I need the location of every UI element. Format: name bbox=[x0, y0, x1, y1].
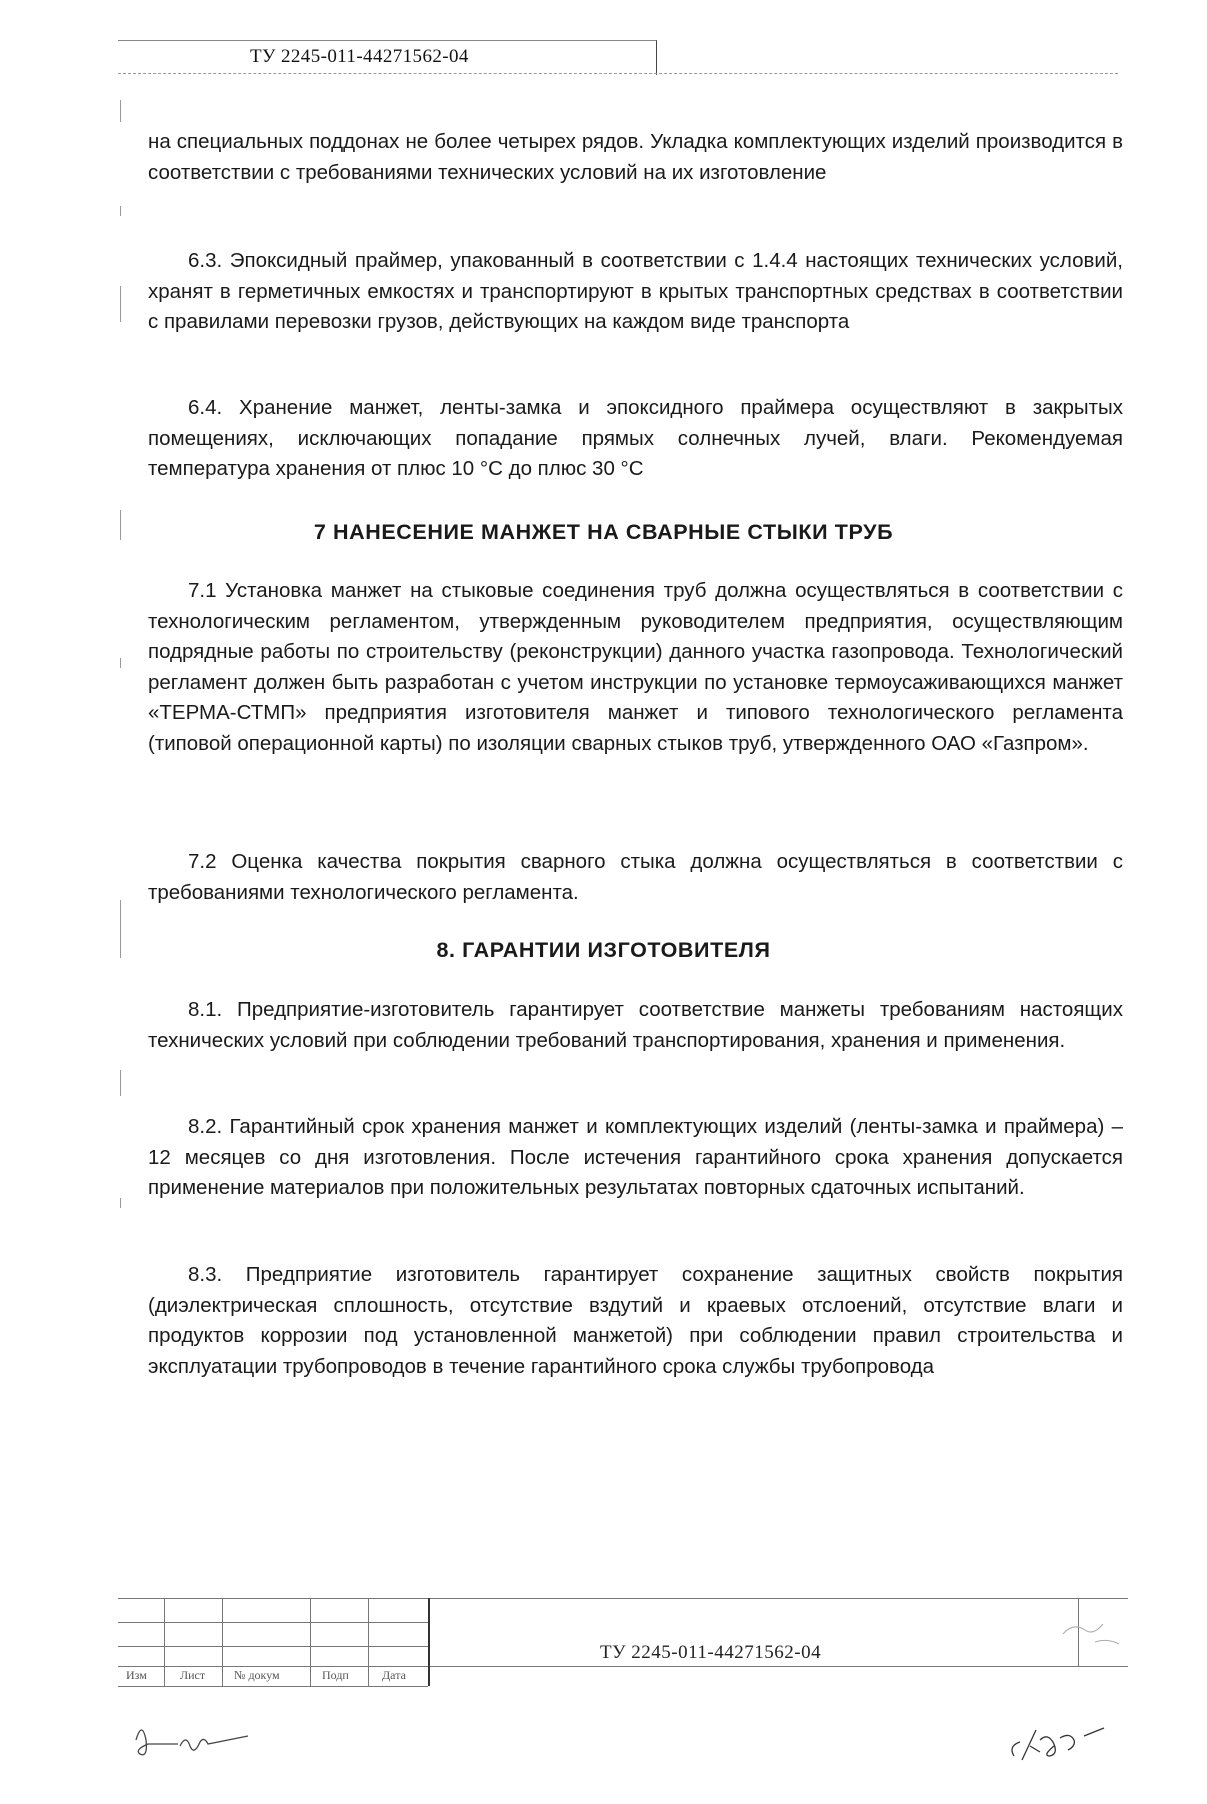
margin-mark bbox=[120, 100, 121, 122]
margin-mark bbox=[120, 206, 121, 216]
label-izm: Изм bbox=[126, 1668, 147, 1682]
paragraph-text: 8.3. Предприятие изготовитель гарантирует сохранение защитных свойств покрытия (диэлектрическая сплошность, отсутствие вздутий и краевых отслоений, отсутствие влаги и продуктов коррозии под установленной манжетой) при соблюдении правил строительства и эксплуатации трубопроводов в течение гарантийного срока службы трубопровода bbox=[148, 1263, 1123, 1378]
paragraph-text: 7.1 Установка манжет на стыковые соединения труб должна осуществляться в соответствии с технологическим регламентом, утвержденным руководителем предприятия, осуществляющим подрядные работы по строительству (реконструкции) данного участка газопровода. Технологический регламент должен быть разработан с учетом инструкции по установке термоусаживающихся манжет «ТЕРМА-СТМП» предприятия изготовителя манжет и типового технологического регламента (типовой операционной карты) по изоляции сварных стыков труб, утвержденного ОАО «Газпром». bbox=[148, 579, 1123, 755]
paragraph-text: на специальных поддонах не более четырех рядов. Укладка комплектующих изделий производится в соответствии с требованиями технических условий на их изготовление bbox=[148, 130, 1123, 184]
signature-right bbox=[1000, 1716, 1150, 1776]
section-7-heading: 7 НАНЕСЕНИЕ МАНЖЕТ НА СВАРНЫЕ СТЫКИ ТРУБ bbox=[313, 520, 894, 544]
paragraph-text: 6.4. Хранение манжет, ленты-замка и эпоксидного праймера осуществляют в закрытых помещениях, исключающих попадание прямых солнечных лучей, влаги. Рекомендуемая температура хранения от плюс 10 °С до плюс 30 °С bbox=[148, 396, 1123, 480]
title-block-doc-code: ТУ 2245-011-44271562-04 bbox=[600, 1642, 822, 1663]
paragraph-6-4 bbox=[148, 393, 1123, 485]
section-8-heading: 8. ГАРАНТИИ ИЗГОТОВИТЕЛЯ bbox=[436, 938, 771, 962]
stamp-mark bbox=[1055, 1612, 1135, 1652]
paragraph-7-2 bbox=[148, 847, 1123, 908]
signature-left bbox=[120, 1710, 300, 1770]
label-signature: Подп bbox=[322, 1668, 349, 1682]
margin-mark bbox=[120, 286, 121, 322]
label-date: Дата bbox=[382, 1668, 406, 1682]
paragraph-text: 6.3. Эпоксидный праймер, упакованный в соответствии с 1.4.4 настоящих технических условий, хранят в герметичных емкостях и транспортируют в крытых транспортных средствах в соответствии с правилами перевозки грузов, действующих на каждом виде транспорта bbox=[148, 249, 1123, 333]
paragraph-8-2 bbox=[148, 1112, 1123, 1204]
margin-mark bbox=[120, 1198, 121, 1208]
paragraph-7-1 bbox=[148, 576, 1123, 759]
paragraph-8-1 bbox=[148, 995, 1123, 1056]
label-doc-number: № докум bbox=[234, 1668, 280, 1682]
paragraph-text: 8.2. Гарантийный срок хранения манжет и комплектующих изделий (ленты-замка и праймера) – 12 месяцев со дня изготовления. После истечения гарантийного срока хранения допускается применение материалов при положительных результатах повторных сдаточных испытаний. bbox=[148, 1115, 1123, 1199]
paragraph-8-3 bbox=[148, 1260, 1123, 1382]
paragraph-text: 8.1. Предприятие-изготовитель гарантирует соответствие манжеты требованиям настоящих технических условий при соблюдении требований транспортирования, хранения и применения. bbox=[148, 998, 1123, 1052]
margin-mark bbox=[120, 1070, 121, 1096]
label-list: Лист bbox=[180, 1668, 206, 1682]
header-doc-code: ТУ 2245-011-44271562-04 bbox=[250, 46, 469, 67]
paragraph-intro bbox=[148, 127, 1123, 188]
header-rule bbox=[118, 73, 1118, 74]
paragraph-text: 7.2 Оценка качества покрытия сварного стыка должна осуществляться в соответствии с требованиями технологического регламента. bbox=[148, 850, 1123, 904]
paragraph-6-3 bbox=[148, 246, 1123, 338]
margin-mark bbox=[120, 658, 121, 668]
